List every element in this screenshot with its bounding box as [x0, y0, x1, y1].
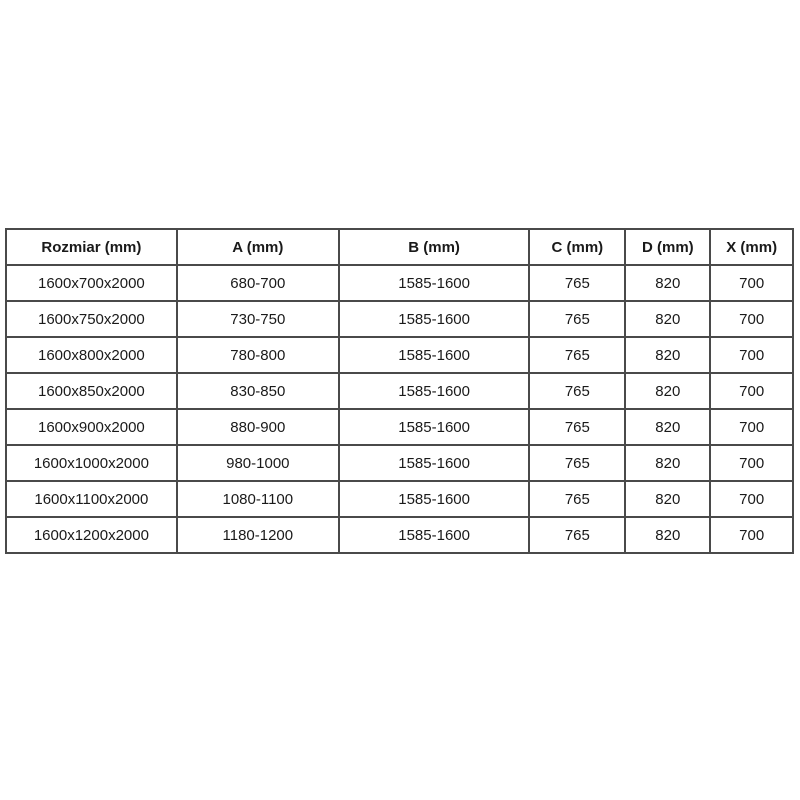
table-cell: 820 [625, 373, 710, 409]
table-row [6, 517, 793, 553]
table-cell: 880-900 [177, 409, 339, 445]
table-cell: 820 [625, 517, 710, 553]
table-header [6, 229, 793, 265]
table-cell: 700 [710, 445, 793, 481]
table-cell: 765 [529, 301, 625, 337]
table-cell: 1585-1600 [339, 373, 529, 409]
table-cell: 1600x750x2000 [6, 301, 177, 337]
table-cell: 700 [710, 481, 793, 517]
table-cell: 765 [529, 265, 625, 301]
header-row [6, 229, 793, 265]
table-cell: 820 [625, 481, 710, 517]
table-cell: 765 [529, 445, 625, 481]
table-cell: 820 [625, 445, 710, 481]
table-cell: 1585-1600 [339, 409, 529, 445]
size-spec-table [5, 228, 794, 554]
table-cell: 765 [529, 373, 625, 409]
table-cell: 1600x800x2000 [6, 337, 177, 373]
table-row [6, 373, 793, 409]
table-row [6, 265, 793, 301]
column-header: B (mm) [339, 229, 529, 265]
table-cell: 680-700 [177, 265, 339, 301]
table-cell: 1585-1600 [339, 481, 529, 517]
table-cell: 1600x850x2000 [6, 373, 177, 409]
table-body [6, 265, 793, 553]
table-cell: 820 [625, 265, 710, 301]
table-cell: 765 [529, 517, 625, 553]
column-header: D (mm) [625, 229, 710, 265]
table-cell: 1600x1100x2000 [6, 481, 177, 517]
table-cell: 1600x900x2000 [6, 409, 177, 445]
table-cell: 700 [710, 517, 793, 553]
table-cell: 730-750 [177, 301, 339, 337]
table-row [6, 481, 793, 517]
table-row [6, 337, 793, 373]
table-cell: 1600x700x2000 [6, 265, 177, 301]
table-cell: 700 [710, 301, 793, 337]
table-row [6, 445, 793, 481]
table-cell: 700 [710, 265, 793, 301]
table-cell: 700 [710, 337, 793, 373]
table-cell: 820 [625, 337, 710, 373]
table-cell: 1585-1600 [339, 301, 529, 337]
table-cell: 765 [529, 481, 625, 517]
table-cell: 1585-1600 [339, 517, 529, 553]
table-cell: 1585-1600 [339, 337, 529, 373]
table-cell: 765 [529, 409, 625, 445]
table-cell: 780-800 [177, 337, 339, 373]
table-row [6, 301, 793, 337]
table-cell: 830-850 [177, 373, 339, 409]
table-cell: 1585-1600 [339, 265, 529, 301]
table-cell: 1585-1600 [339, 445, 529, 481]
table-cell: 820 [625, 409, 710, 445]
column-header: X (mm) [710, 229, 793, 265]
column-header: C (mm) [529, 229, 625, 265]
table-cell: 1180-1200 [177, 517, 339, 553]
table-cell: 820 [625, 301, 710, 337]
table-cell: 980-1000 [177, 445, 339, 481]
table-cell: 765 [529, 337, 625, 373]
column-header: A (mm) [177, 229, 339, 265]
table-cell: 1080-1100 [177, 481, 339, 517]
table-cell: 700 [710, 373, 793, 409]
column-header: Rozmiar (mm) [6, 229, 177, 265]
table-cell: 1600x1200x2000 [6, 517, 177, 553]
table-row [6, 409, 793, 445]
table-cell: 700 [710, 409, 793, 445]
table-cell: 1600x1000x2000 [6, 445, 177, 481]
